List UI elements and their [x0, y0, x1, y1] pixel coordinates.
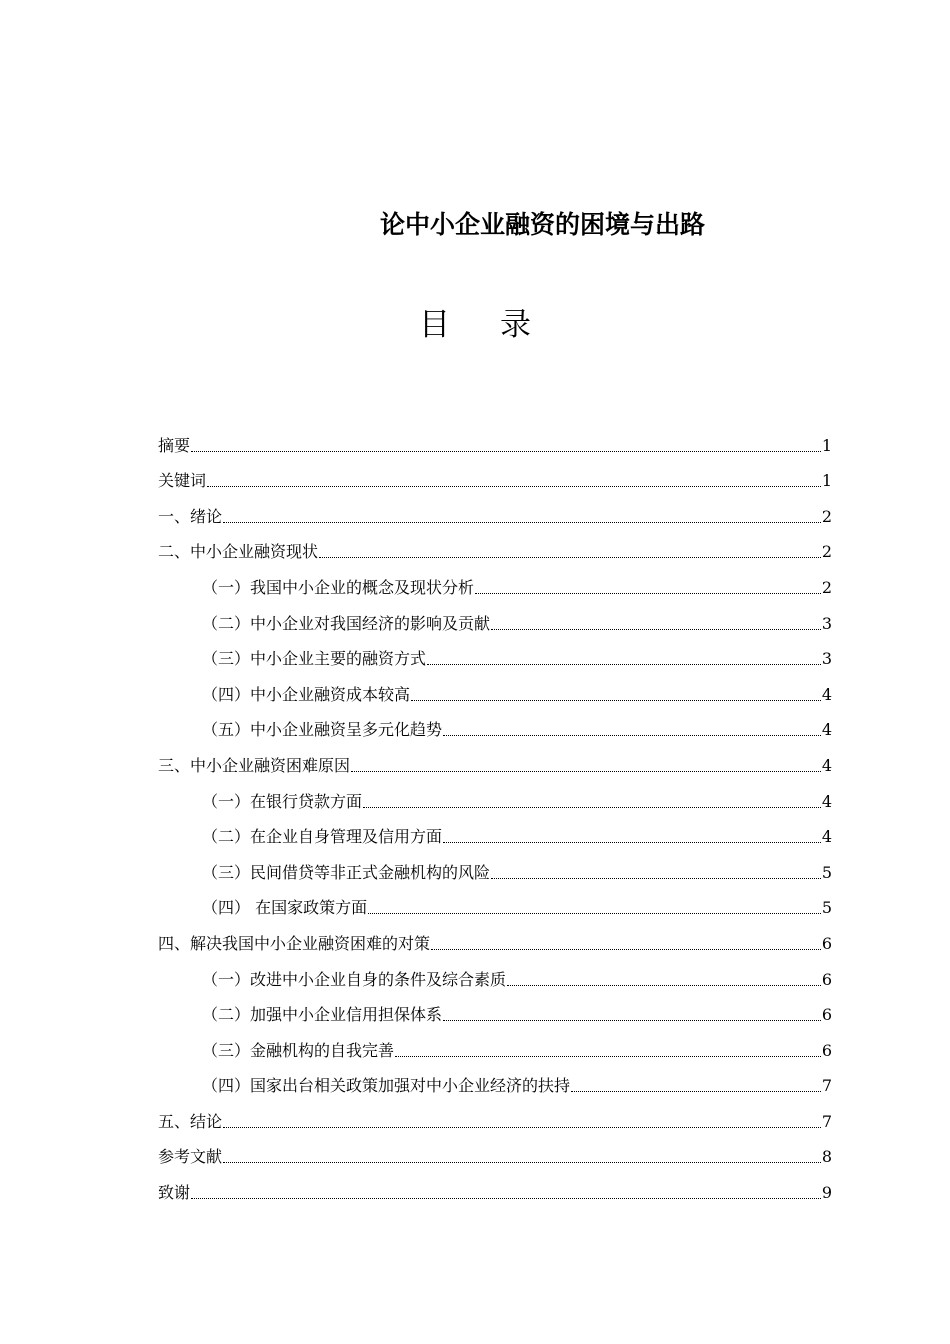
toc-entry-page-number: 3 [821, 649, 832, 669]
toc-entry-page-number: 6 [821, 933, 832, 953]
toc-entry[interactable] [158, 1096, 832, 1132]
toc-entry-page-number: 4 [821, 791, 832, 811]
toc-entry[interactable] [158, 705, 832, 741]
toc-dot-leader [223, 1162, 821, 1163]
toc-entry-label: （三）中小企业主要的融资方式 [202, 649, 427, 669]
toc-entry-page-number: 4 [821, 755, 832, 775]
toc-entry-page-number: 3 [821, 613, 832, 633]
toc-entry-label: （四）中小企业融资成本较高 [202, 684, 411, 704]
toc-entry-label: （四）国家出台相关政策加强对中小企业经济的扶持 [202, 1076, 571, 1096]
toc-entry-label: 二、中小企业融资现状 [158, 542, 319, 562]
toc-dot-leader [427, 664, 821, 665]
toc-dot-leader [319, 557, 821, 558]
toc-entry-label: （一）改进中小企业自身的条件及综合素质 [202, 969, 507, 989]
toc-entry[interactable] [158, 812, 832, 848]
toc-dot-leader [191, 1198, 821, 1199]
toc-entry[interactable] [158, 1132, 832, 1168]
toc-dot-leader [443, 735, 821, 736]
toc-entry-page-number: 2 [821, 577, 832, 597]
toc-entry-label: 致谢 [158, 1183, 191, 1203]
toc-dot-leader [191, 451, 821, 452]
toc-dot-leader [368, 913, 821, 914]
toc-entry-page-number: 8 [821, 1147, 832, 1167]
toc-entry-page-number: 2 [821, 542, 832, 562]
toc-entry[interactable] [158, 1167, 832, 1203]
toc-entry-label: （四） 在国家政策方面 [202, 898, 368, 918]
toc-entry-page-number: 6 [821, 1040, 832, 1060]
toc-entry-page-number: 7 [821, 1076, 832, 1096]
toc-entry-label: 关键词 [158, 471, 207, 491]
toc-dot-leader [491, 878, 821, 879]
toc-dot-leader [443, 1020, 821, 1021]
toc-dot-leader [363, 807, 821, 808]
toc-dot-leader [443, 842, 821, 843]
toc-dot-leader [475, 593, 821, 594]
toc-entry[interactable] [158, 456, 832, 492]
toc-dot-leader [351, 771, 821, 772]
toc-entry[interactable] [158, 1025, 832, 1061]
toc-entry-label: 五、结论 [158, 1111, 223, 1131]
toc-entry-page-number: 1 [821, 471, 832, 491]
toc-entry-page-number: 1 [821, 435, 832, 455]
table-of-contents [158, 420, 832, 1203]
toc-dot-leader [571, 1091, 821, 1092]
toc-heading-char: 目 [419, 307, 450, 343]
toc-entry[interactable] [158, 669, 832, 705]
toc-dot-leader [395, 1056, 821, 1057]
toc-entry[interactable] [158, 562, 832, 598]
toc-entry[interactable] [158, 598, 832, 634]
toc-entry[interactable] [158, 1061, 832, 1097]
toc-entry[interactable] [158, 740, 832, 776]
toc-entry-label: 三、中小企业融资困难原因 [158, 755, 351, 775]
toc-dot-leader [491, 629, 821, 630]
toc-entry-label: （二）在企业自身管理及信用方面 [202, 827, 443, 847]
toc-dot-leader [223, 522, 821, 523]
toc-entry-label: （三）民间借贷等非正式金融机构的风险 [202, 862, 491, 882]
toc-entry-label: 一、绪论 [158, 506, 223, 526]
toc-entry-page-number: 6 [821, 969, 832, 989]
toc-heading-char: 录 [500, 307, 531, 343]
toc-entry-label: （五）中小企业融资呈多元化趋势 [202, 720, 443, 740]
toc-entry-label: 摘要 [158, 435, 191, 455]
toc-entry-page-number: 4 [821, 684, 832, 704]
toc-entry[interactable] [158, 776, 832, 812]
toc-entry[interactable] [158, 847, 832, 883]
toc-entry-page-number: 6 [821, 1005, 832, 1025]
toc-heading [0, 300, 950, 350]
toc-entry-label: （一）在银行贷款方面 [202, 791, 363, 811]
toc-entry-label: （一）我国中小企业的概念及现状分析 [202, 577, 475, 597]
toc-dot-leader [207, 486, 821, 487]
toc-entry-label: 参考文献 [158, 1147, 223, 1167]
toc-entry-page-number: 2 [821, 506, 832, 526]
toc-dot-leader [507, 985, 821, 986]
toc-entry[interactable] [158, 883, 832, 919]
toc-dot-leader [223, 1127, 821, 1128]
toc-entry-page-number: 4 [821, 827, 832, 847]
toc-dot-leader [431, 949, 821, 950]
toc-entry-page-number: 5 [821, 898, 832, 918]
toc-dot-leader [411, 700, 821, 701]
toc-entry-page-number: 5 [821, 862, 832, 882]
toc-entry[interactable] [158, 990, 832, 1026]
document-title: 论中小企业融资的困境与出路 [380, 210, 706, 239]
toc-entry[interactable] [158, 420, 832, 456]
toc-entry-label: 四、解决我国中小企业融资困难的对策 [158, 933, 431, 953]
toc-entry[interactable] [158, 634, 832, 670]
toc-entry[interactable] [158, 491, 832, 527]
toc-entry-label: （二）中小企业对我国经济的影响及贡献 [202, 613, 491, 633]
toc-entry[interactable] [158, 918, 832, 954]
toc-entry-label: （三）金融机构的自我完善 [202, 1040, 395, 1060]
toc-entry[interactable] [158, 527, 832, 563]
toc-entry-label: （二）加强中小企业信用担保体系 [202, 1005, 443, 1025]
toc-entry-page-number: 4 [821, 720, 832, 740]
toc-entry-page-number: 9 [821, 1183, 832, 1203]
toc-entry-page-number: 7 [821, 1111, 832, 1131]
toc-entry[interactable] [158, 954, 832, 990]
